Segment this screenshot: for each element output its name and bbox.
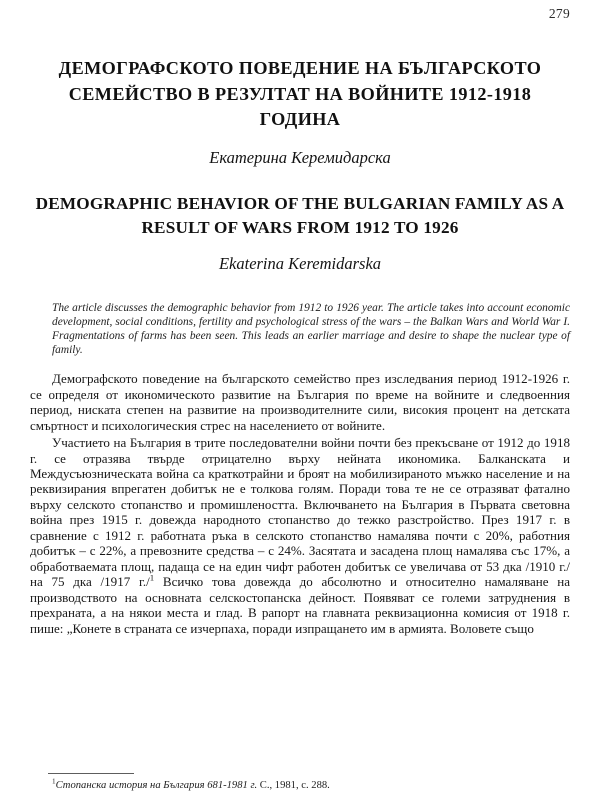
body-paragraph-2-part-b: Всичко това довежда до абсолютно и относително намаляване на производството на основната селскостопанска дейност. Появяват се големи затруднения в прехраната, а на някои места и глад. В рапорт на главната реквизационна комисия от 1918 г. пише: „Конете в страната се изчерпаха, поради изпращането им в армията. Воловете също xyxy=(30,574,570,636)
title-block xyxy=(0,0,600,274)
footnote-entry xyxy=(30,779,570,792)
footnote-separator-rule xyxy=(48,773,134,774)
footnote-reference-marker[interactable]: 1 xyxy=(149,572,155,583)
body-paragraph-2 xyxy=(30,435,570,636)
author-name-bulgarian: Екатерина Керемидарска xyxy=(209,147,391,167)
body-paragraph-2-part-a: Участието на България в трите последователни войни почти без прекъсване от 1912 до 1918 г. се отразява твърде отрицателно върху нейната икономика. Балканската и Междусъюзническата война са краткотрайни и броят на мобилизираното мъжко население и на реквизирания впрегатен добитък не е толкова голям. Поради това те не се отразяват фатално върху селското стопанство и промишлеността. Включването на България в Първата световна война през 1915 г. довежда народното стопанство до тежко разстройство. През 1917 г. в сравнение с 1912 г. работната ръка в селското стопанство намалява почти с 20%, работния добитък – с 22%, а превозните средства – с 24%. Засятата и засадена площ намалява със 17%, а обработваемата площ, падаща се на един чифт работен добитък се увеличава от 53 дка /1910 г./ на 75 дка /1917 г./ xyxy=(30,435,570,590)
author-name-english: Ekaterina Keremidarska xyxy=(218,253,382,273)
footnote-source-title: Стопанска история на България 681-1981 г. xyxy=(55,780,258,791)
abstract-english: The article discusses the demographic behavior from 1912 to 1926 year. The article takes into account economic development, social conditions, fertility and psychological stress of the wars – the Balkan Wars and World War I. Fragmentations of farms has been seen. This leads an earlier marriage and desire to shape the nuclear type of family. xyxy=(52,301,570,357)
article-title-bulgarian: ДЕМОГРАФСКОТО ПОВЕДЕНИЕ НА БЪЛГАРСКОТО СЕМЕЙСТВО В РЕЗУЛТАТ НА ВОЙНИТЕ 1912-1918 ГОДИНА xyxy=(58,58,542,129)
footnote-source-details: С., 1981, с. 288. xyxy=(257,780,330,791)
page-number: 279 xyxy=(548,6,570,21)
footnote-area xyxy=(30,773,570,792)
body-paragraph-1: Демографското поведение на българското семейство през изследвания период 1912-1926 г. се определя от икономическото развитие на България по време на войните и следвоенния период, ниската степен на развитие на производителните сили, високия процент на детската смъртност и психологическия стрес на населението от войните. xyxy=(30,371,570,433)
footnote-number: 1 xyxy=(52,777,56,786)
article-title-english: DEMOGRAPHIC BEHAVIOR OF THE BULGARIAN FAMILY AS A RESULT OF WARS FROM 1912 TO 1926 xyxy=(35,193,565,237)
